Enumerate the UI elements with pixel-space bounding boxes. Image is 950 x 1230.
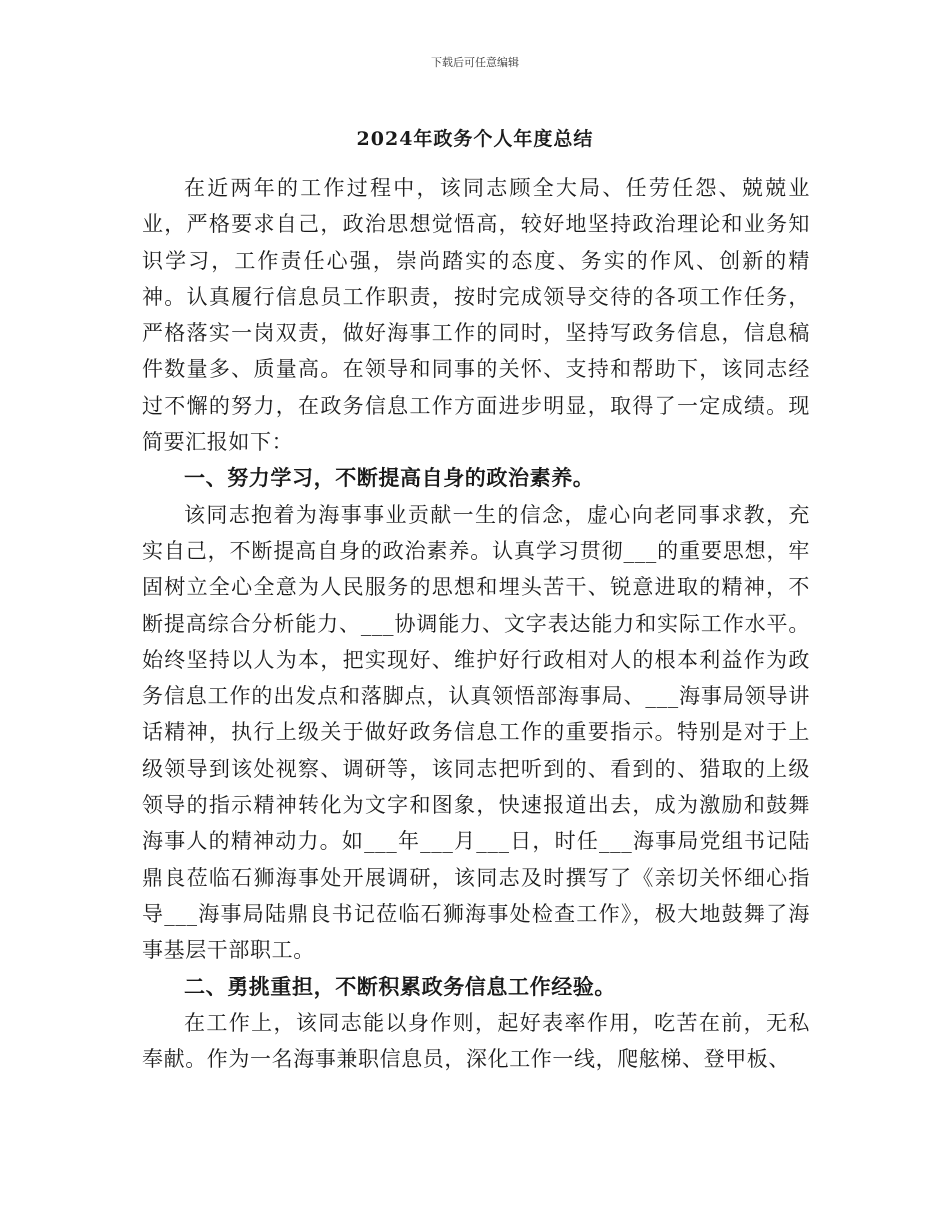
document-body [142, 170, 810, 1077]
paragraph-intro: 在近两年的工作过程中，该同志顾全大局、任劳任怨、兢兢业业，严格要求自己，政治思想觉悟高，较好地坚持政治理论和业务知识学习，工作责任心强，崇尚踏实的态度、务实的作风、创新的精神。认真履行信息员工作职责，按时完成领导交待的各项工作任务，严格落实一岗双责，做好海事工作的同时，坚持写政务信息，信息稿件数量多、质量高。在领导和同事的关怀、支持和帮助下，该同志经过不懈的努力，在政务信息工作方面进步明显，取得了一定成绩。现简要汇报如下： [142, 176, 810, 455]
section-heading-2: 二、勇挑重担，不断积累政务信息工作经验。 [184, 974, 616, 999]
header-note: 下载后可任意编辑 [431, 56, 519, 69]
paragraph-section-2: 在工作上，该同志能以身作则，起好表率作用，吃苦在前，无私奉献。作为一名海事兼职信息员，深化工作一线，爬舷梯、登甲板、 [142, 1010, 810, 1072]
paragraph-section-1: 该同志抱着为海事事业贡献一生的信念，虚心向老同事求教，充实自己，不断提高自身的政治素养。认真学习贯彻___的重要思想，牢固树立全心全意为人民服务的思想和埋头苦干、锐意进取的精神，不断提高综合分析能力、___协调能力、文字表达能力和实际工作水平。始终坚持以人为本，把实现好、维护好行政相对人的根本利益作为政务信息工作的出发点和落脚点，认真领悟部海事局、___海事局领导讲话精神，执行上级关于做好政务信息工作的重要指示。特别是对于上级领导到该处视察、调研等，该同志把听到的、看到的、猎取的上级领导的指示精神转化为文字和图象，快速报道出去，成为激励和鼓舞海事人的精神动力。如___年___月___日，时任___海事局党组书记陆鼎良莅临石狮海事处开展调研，该同志及时撰写了《亲切关怀细心指导___海事局陆鼎良书记莅临石狮海事处检查工作》，极大地鼓舞了海事基层干部职工。 [142, 502, 810, 963]
document-title: 2024年政务个人年度总结 [356, 128, 594, 150]
section-heading-1: 一、努力学习，不断提高自身的政治素养。 [184, 466, 595, 491]
